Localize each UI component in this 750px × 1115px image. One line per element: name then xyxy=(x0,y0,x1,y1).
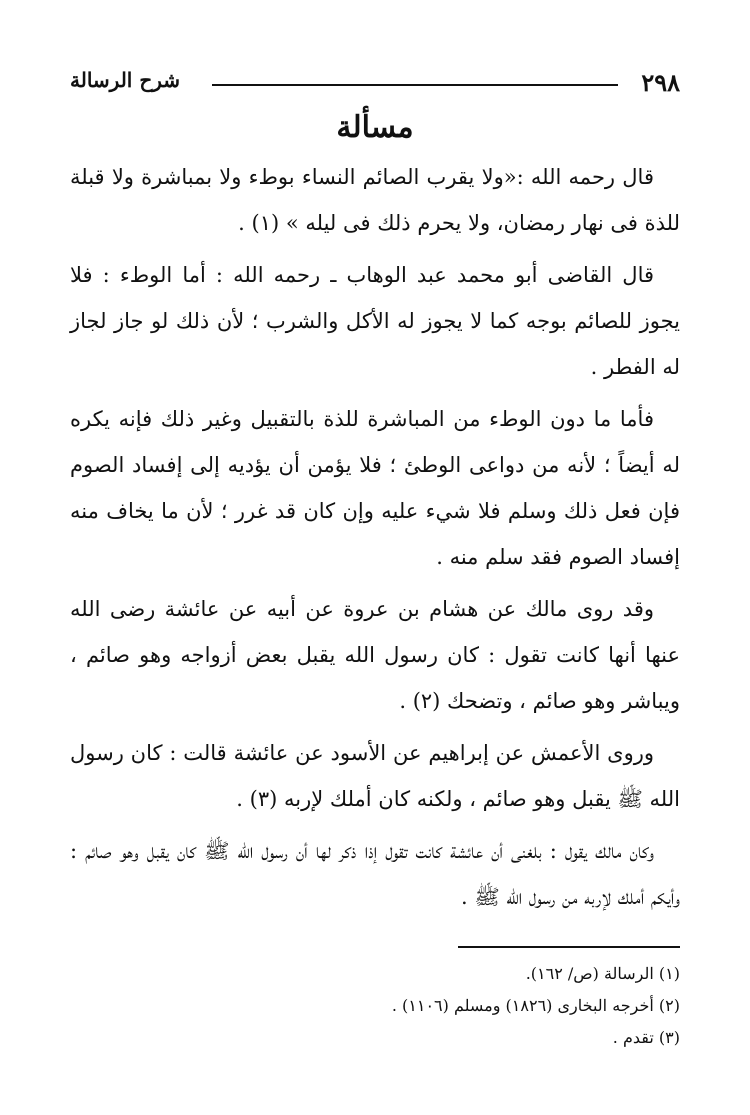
footnote-divider xyxy=(458,946,680,948)
footnotes xyxy=(70,958,680,1054)
page-header xyxy=(70,62,680,102)
footnote: (٢) أخرجه البخارى (١٨٢٦) ومسلم (١١٠٦) . xyxy=(391,996,680,1015)
paragraph: وقد روى مالك عن هشام بن عروة عن أبيه عن عائشة رضى الله عنها أنها كانت تقول : كان رسول الله يقبل بعض أزواجه وهو صائم ، ويباشر وهو صائم ، وتضحك (٢) . xyxy=(70,597,680,713)
section-title: مسألة xyxy=(336,110,414,145)
paragraph: وروى الأعمش عن إبراهيم عن الأسود عن عائشة قالت : كان رسول الله ﷺ يقبل وهو صائم ، ولكنه كان أملك لإربه (٣) . xyxy=(70,741,680,811)
paragraph: وكان مالك يقول : بلغنى أن عائشة كانت تقول إذا ذكر لها أن رسول الله ﷺ كان يقبل وهو صائم : وأيكم أملك لإربه من رسول الله ﷺ . xyxy=(70,839,680,909)
page-number: ٢٩٨ xyxy=(641,68,680,97)
footnote: (٣) تقدم . xyxy=(612,1028,680,1047)
header-rule xyxy=(212,84,618,86)
paragraph: فأما ما دون الوطء من المباشرة للذة بالتقبيل وغير ذلك فإنه يكره له أيضاً ؛ لأنه من دواعى الوطئ ؛ فلا يؤمن أن يؤديه إلى إفساد الصوم فإن فعل ذلك وسلم فلا شيء عليه وإن كان قد غرر ؛ لأن ما يخاف منه إفساد الصوم فقد سلم منه . xyxy=(70,407,680,569)
paragraph: قال رحمه الله :«ولا يقرب الصائم النساء بوطء ولا بمباشرة ولا قبلة للذة فى نهار رمضان، ولا يحرم ذلك فى ليله » (١) . xyxy=(70,165,680,235)
footnote: (١) الرسالة (ص/ ١٦٢). xyxy=(525,964,680,983)
running-title: شرح الرسالة xyxy=(70,68,181,92)
paragraph: قال القاضى أبو محمد عبد الوهاب ـ رحمه الله : أما الوطء : فلا يجوز للصائم بوجه كما لا يجوز له الأكل والشرب ؛ لأن ذلك لو جاز لجاز له الفطر . xyxy=(70,263,680,379)
body-text xyxy=(70,154,680,926)
